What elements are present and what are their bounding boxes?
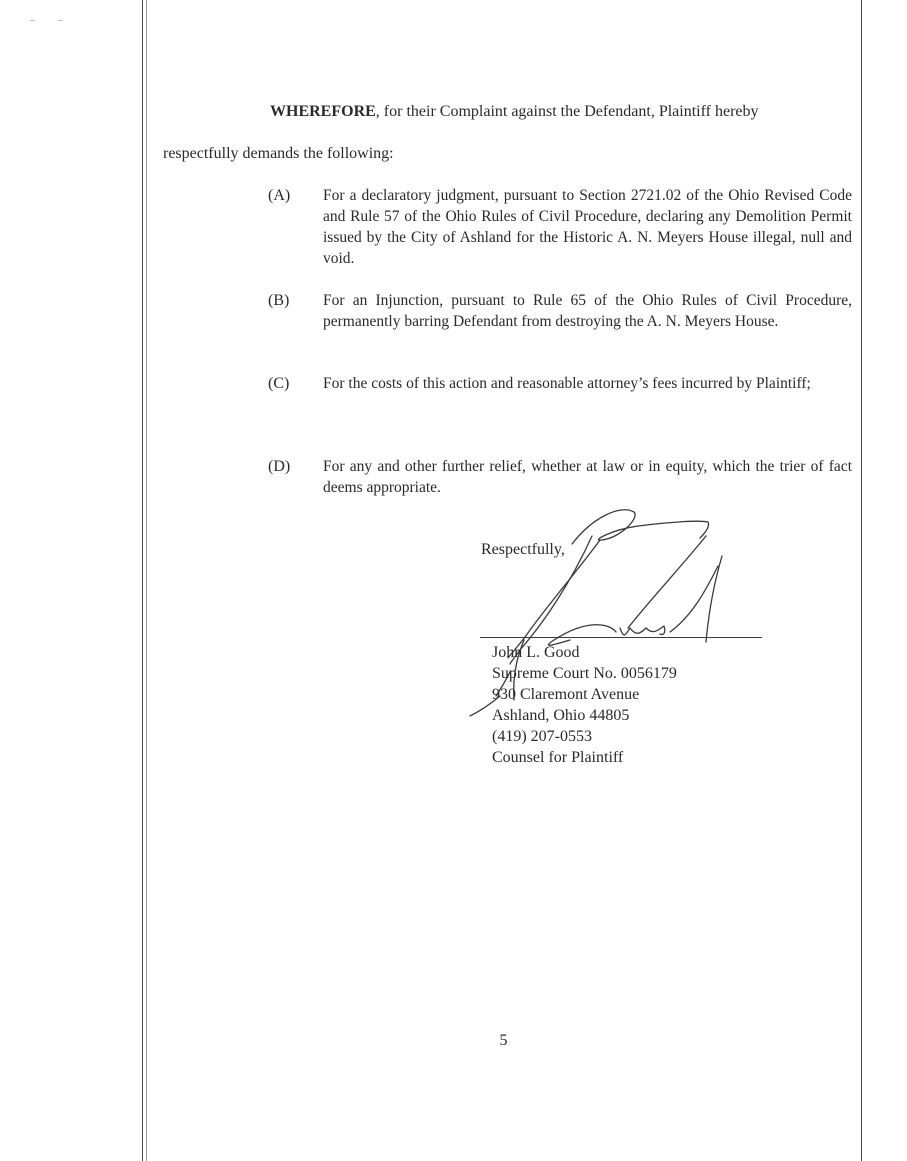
wherefore-line xyxy=(270,101,759,122)
scan-speck xyxy=(58,20,63,21)
counsel-name: John L. Good xyxy=(492,644,580,661)
left-margin-rule-inner xyxy=(146,0,147,1161)
counsel-role: Counsel for Plaintiff xyxy=(492,749,624,766)
counsel-address-line2: Ashland, Ohio 44805 xyxy=(492,707,630,724)
relief-label: (B) xyxy=(268,292,290,309)
wherefore-rest: , for their Complaint against the Defendant, Plaintiff hereby xyxy=(375,103,759,120)
counsel-court-number: Supreme Court No. 0056179 xyxy=(492,665,677,682)
relief-text: For the costs of this action and reasonable attorney’s fees incurred by Plaintiff; xyxy=(323,375,811,392)
relief-text: For an Injunction, pursuant to Rule 65 of the Ohio Rules of Civil Procedure, permanently barring Defendant from destroying the A. N. Meyers House. xyxy=(323,292,852,330)
relief-label: (A) xyxy=(268,187,291,204)
closing-respectfully: Respectfully, xyxy=(481,541,565,558)
demand-line: respectfully demands the following: xyxy=(163,145,394,162)
wherefore-lead: WHEREFORE xyxy=(270,103,376,120)
counsel-address-line1: 930 Claremont Avenue xyxy=(492,686,640,703)
signature-line xyxy=(480,637,762,638)
counsel-phone: (419) 207-0553 xyxy=(492,728,592,745)
relief-text: For any and other further relief, whether at law or in equity, which the trier of fact deems appropriate. xyxy=(323,458,852,496)
right-margin-rule xyxy=(861,0,862,1161)
counsel-block xyxy=(492,642,677,768)
page-number: 5 xyxy=(499,1032,508,1049)
scan-speck xyxy=(30,20,35,21)
relief-label: (C) xyxy=(268,375,290,392)
relief-label: (D) xyxy=(268,458,291,475)
left-margin-rule xyxy=(142,0,143,1161)
relief-text: For a declaratory judgment, pursuant to Section 2721.02 of the Ohio Revised Code and Rule 57 of the Ohio Rules of Civil Procedure, declaring any Demolition Permit issued by the City of Ashland for the Historic A. N. Meyers House illegal, null and void. xyxy=(323,187,852,267)
